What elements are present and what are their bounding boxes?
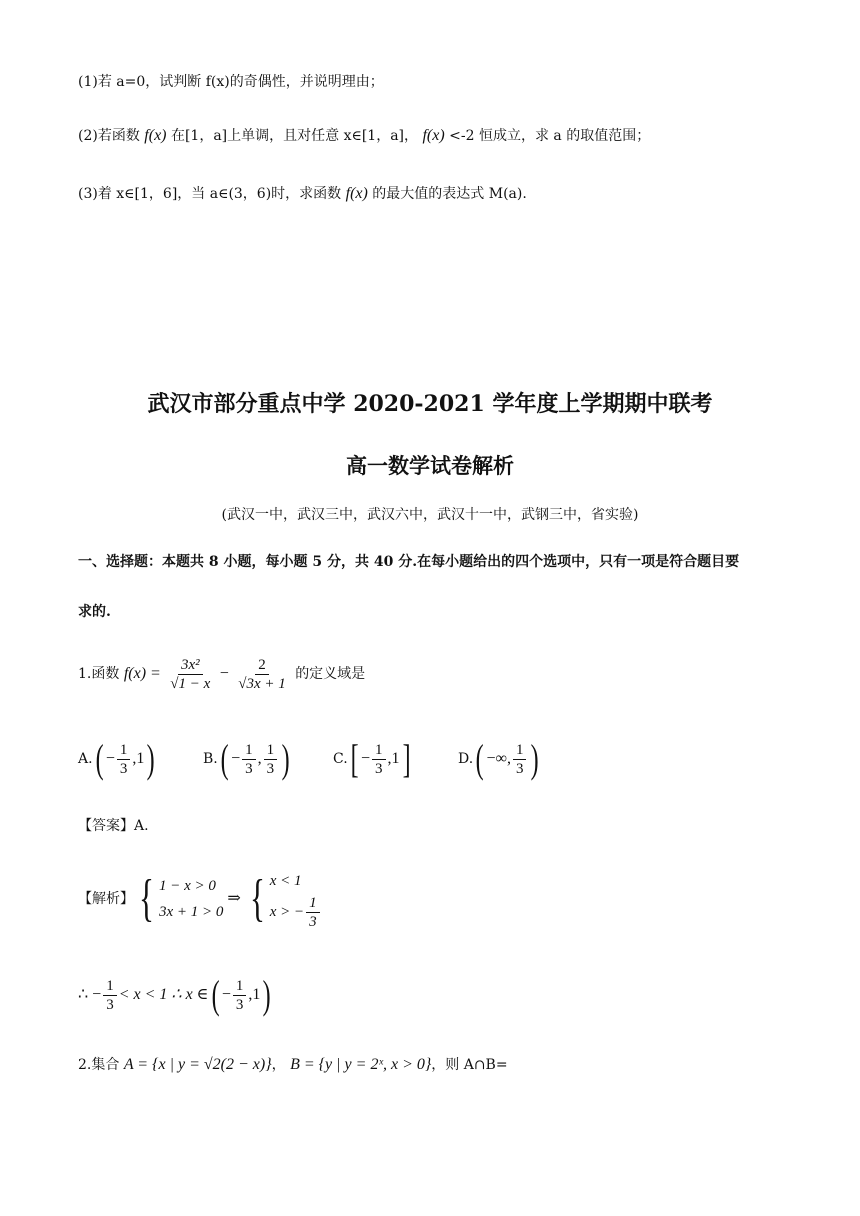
frac-num: 1 (233, 977, 247, 996)
part-3-fx: f(x) (345, 185, 368, 202)
page-title: 武汉市部分重点中学 2020-2021 学年度上学期期中联考 (147, 391, 713, 417)
question-part-3 (78, 184, 527, 204)
system-2-line-1: x < 1 (269, 872, 302, 889)
page-subtitle: 高一数学试卷解析 (346, 453, 514, 478)
frac-num: 1 (306, 894, 320, 913)
brace-left-2: { (249, 870, 265, 927)
option-c-end: ,1 (387, 750, 400, 767)
bracket-close: ] (402, 736, 411, 781)
option-b-neg: − (231, 750, 241, 767)
q2-suffix: ，则 A∩B= (431, 1057, 508, 1073)
frac-num: 1 (264, 741, 278, 760)
system-2-line-2-text: x > − (269, 903, 305, 920)
paren-open: ( (220, 736, 229, 781)
therefore-frac-2 (233, 977, 247, 1014)
option-c-neg: − (361, 750, 371, 767)
system-2 (270, 868, 322, 931)
frac-den: 3 (266, 760, 275, 777)
paren-open: ( (211, 972, 220, 1017)
part-3-text-b: 的最大值的表达式 M(a). (372, 186, 527, 202)
section-heading-line-2: 求的. (78, 604, 111, 620)
frac-num: 1 (242, 741, 256, 760)
paren-close: ) (531, 736, 540, 781)
paren-close: ) (147, 736, 156, 781)
q1-therefore (78, 972, 274, 1018)
paren-close: ) (281, 736, 290, 781)
question-1 (78, 652, 365, 700)
question-2 (78, 1052, 508, 1078)
question-part-2 (78, 126, 650, 146)
frac-den: 3 (245, 760, 253, 777)
q2-set-b: B = {y | y = 2ˣ, x > 0} (290, 1056, 432, 1073)
brace-left: { (138, 870, 154, 927)
system-1-line-2: 3x + 1 > 0 (158, 904, 224, 920)
part-2-text-a: (2)若函数 (78, 128, 140, 144)
system-1-line-1: 1 − x > 0 (158, 878, 216, 894)
frac-den: 3 (235, 996, 244, 1013)
q1-fraction-2 (235, 656, 289, 693)
system-2-frac (306, 894, 320, 931)
therefore-end: ,1 (248, 986, 261, 1003)
part-3-text-a: (3)着 x∈[1，6]，当 a∈(3，6)时，求函数 (78, 186, 342, 202)
analysis-label: 【解析】 (78, 891, 134, 907)
q1-prefix: 1.函数 (78, 666, 120, 682)
section-heading-line-1: 一、选择题：本题共 8 小题，每小题 5 分，共 40 分.在每小题给出的四个选项中，只有一项是符合题目要 (78, 554, 740, 570)
q1-answer: 【答案】A. (78, 818, 149, 834)
part-2-fx: f(x) (144, 127, 167, 144)
q1-num-1: 3x² (178, 656, 203, 675)
option-d-label: D. (458, 751, 474, 767)
frac-den: 3 (375, 760, 383, 777)
paren-open: ( (475, 736, 484, 781)
q2-set-a: A = {x | y = √2(2 − x)} (123, 1056, 272, 1073)
option-a-frac (117, 741, 131, 778)
therefore-frac-1 (103, 977, 117, 1014)
option-d-neginf: −∞, (486, 750, 511, 767)
option-b-frac-1 (242, 741, 256, 778)
frac-den: 3 (106, 996, 114, 1013)
option-a[interactable] (78, 736, 158, 782)
therefore-start: ∴ − (78, 986, 102, 1003)
q1-lhs: f(x) = (123, 665, 161, 682)
frac-den: 3 (515, 760, 524, 777)
option-c-label: C. (333, 751, 348, 767)
option-c-frac (372, 741, 386, 778)
paren-open: ( (95, 736, 104, 781)
paren-close: ) (263, 972, 272, 1017)
part-2-text-c: <-2 恒成立，求 a 的取值范围； (449, 128, 651, 144)
option-b[interactable] (203, 736, 292, 782)
question-part-1 (78, 72, 384, 92)
q2-separator: ， (271, 1057, 286, 1073)
option-a-label: A. (78, 751, 93, 767)
q1-den-1: √1 − x (170, 675, 211, 692)
option-c[interactable] (333, 736, 413, 782)
option-b-frac-2 (264, 741, 278, 778)
option-d-frac (513, 741, 527, 778)
frac-num: 1 (103, 977, 117, 996)
q1-fraction-1 (167, 656, 213, 693)
option-d[interactable] (458, 736, 542, 782)
implies-arrow: ⇒ (227, 890, 241, 907)
q2-prefix: 2.集合 (78, 1057, 120, 1073)
system-2-line-2 (270, 894, 322, 931)
system-1 (159, 873, 223, 925)
therefore-mid: < x < 1 ∴ x ∈ (118, 986, 209, 1003)
part-2-text-b: 在[1，a]上单调，且对任意 x∈[1，a]， (170, 128, 419, 144)
part-1-text: (1)若 a=0，试判断 f(x)的奇偶性，并说明理由； (78, 74, 384, 90)
q1-suffix: 的定义域是 (295, 666, 366, 682)
bracket-open: [ (350, 736, 359, 781)
option-a-end: ,1 (132, 750, 145, 767)
q1-den-2: √3x + 1 (238, 675, 286, 692)
q1-num-2: 2 (255, 656, 269, 675)
frac-num: 1 (372, 741, 386, 760)
q1-minus: − (219, 665, 229, 682)
frac-den: 3 (119, 760, 128, 777)
option-b-label: B. (203, 751, 218, 767)
frac-den: 3 (309, 913, 317, 930)
q1-analysis (78, 866, 322, 932)
schools-line: (武汉一中，武汉三中，武汉六中，武汉十一中，武钢三中，省实验) (221, 507, 639, 523)
frac-num: 1 (117, 741, 131, 760)
frac-num: 1 (513, 741, 527, 760)
therefore-neg: − (221, 986, 231, 1003)
part-2-fx-2: f(x) (422, 127, 445, 144)
option-b-comma: , (257, 750, 262, 767)
option-a-neg: − (105, 750, 115, 767)
